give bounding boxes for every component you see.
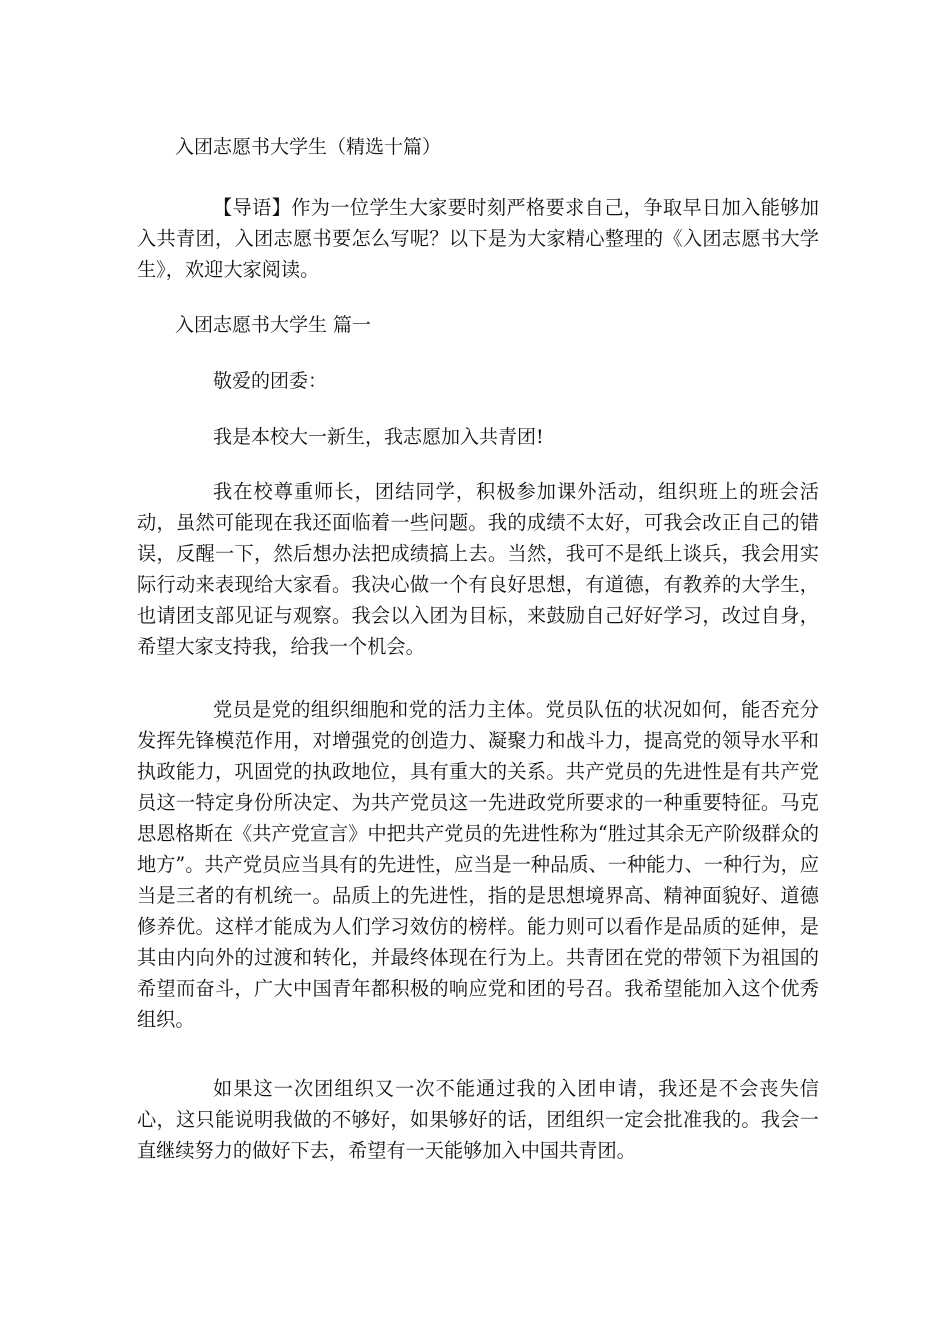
body-paragraph-2: 党员是党的组织细胞和党的活力主体。党员队伍的状况如何，能否充分发挥先锋模范作用，对增强党的创造力、凝聚力和战斗力，提高党的领导水平和执政能力，巩固党的执政地位，具有重大的关系。共产党员的先进性是有共产党员这一特定身份所决定、为共产党员这一先进政党所要求的一种重要特征。马克思恩格斯在《共产党宣言》中把共产党员的先进性称为“胜过其余无产阶级群众的地方”。共产党员应当具有的先进性，应当是一种品质、一种能力、一种行为，应当是三者的有机统一。品质上的先进性，指的是思想境界高、精神面貌好、道德修养优。这样才能成为人们学习效仿的榜样。能力则可以看作是品质的延伸，是其由内向外的过渡和转化，并最终体现在行为上。共青团在党的带领下为祖国的希望而奋斗，广大中国青年都积极的响应党和团的号召。我希望能加入这个优秀组织。 xyxy=(137,698,819,1031)
opening-statement: 我是本校大一新生，我志愿加入共青团! xyxy=(213,426,544,448)
section-heading: 入团志愿书大学生 篇一 xyxy=(175,314,372,336)
salutation: 敬爱的团委： xyxy=(213,370,328,392)
document-title: 入团志愿书大学生（精选十篇） xyxy=(175,136,442,158)
body-paragraph-3: 如果这一次团组织又一次不能通过我的入团申请，我还是不会丧失信心，这只能说明我做的不够好，如果够好的话，团组织一定会批准我的。我会一直继续努力的做好下去，希望有一天能够加入中国共青团。 xyxy=(137,1077,819,1162)
body-paragraph-1: 我在校尊重师长，团结同学，积极参加课外活动，组织班上的班会活动，虽然可能现在我还面临着一些问题。我的成绩不太好，可我会改正自己的错误，反醒一下，然后想办法把成绩搞上去。当然，我可不是纸上谈兵，我会用实际行动来表现给大家看。我决心做一个有良好思想，有道德，有教养的大学生，也请团支部见证与观察。我会以入团为目标，来鼓励自己好好学习，改过自身，希望大家支持我，给我一个机会。 xyxy=(137,480,819,658)
intro-paragraph: 【导语】作为一位学生大家要时刻严格要求自己，争取早日加入能够加入共青团，入团志愿书要怎么写呢？以下是为大家精心整理的《入团志愿书大学生》，欢迎大家阅读。 xyxy=(137,196,819,281)
